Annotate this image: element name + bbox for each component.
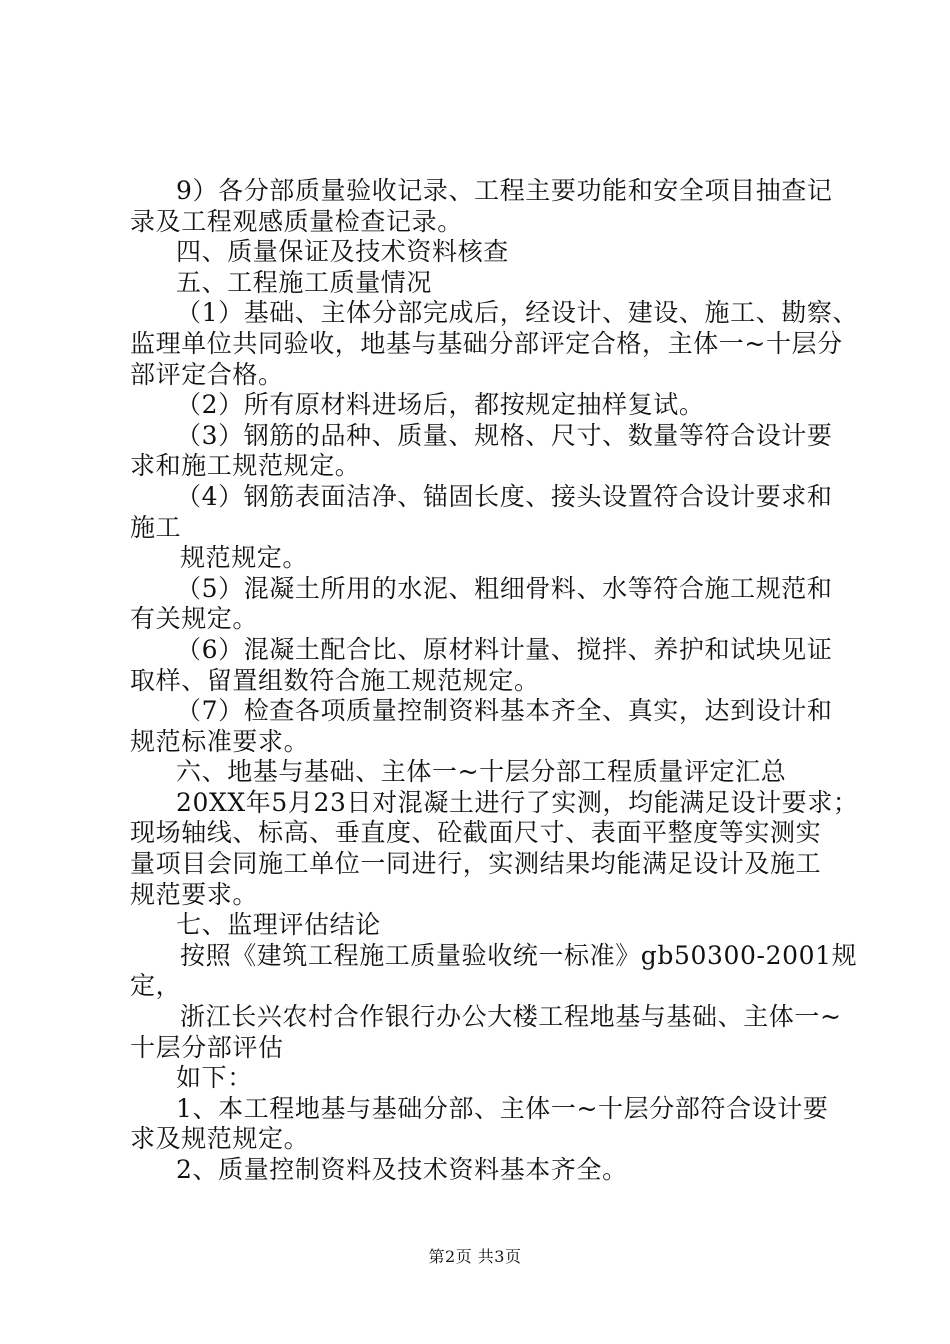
text-line: 录及工程观感质量检查记录。 — [130, 206, 463, 236]
text-line: （7）检查各项质量控制资料基本齐全、真实，达到设计和 — [176, 696, 833, 726]
text-line: 七、监理评估结论 — [176, 910, 381, 940]
text-line: 部评定合格。 — [130, 359, 284, 389]
text-line: 2、质量控制资料及技术资料基本齐全。 — [176, 1155, 628, 1184]
document-body — [130, 176, 859, 1186]
text-line: 量项目会同施工单位一同进行，实测结果均能满足设计及施工 — [130, 849, 822, 879]
text-line: 9）各分部质量验收记录、工程主要功能和安全项目抽查记 — [176, 176, 833, 205]
text-line: 五、工程施工质量情况 — [176, 267, 433, 297]
text-line: 按照《建筑工程施工质量验收统一标准》gb50300-2001规 — [180, 940, 858, 970]
text-line: 浙江长兴农村合作银行办公大楼工程地基与基础、主体一~ — [180, 1002, 842, 1032]
text-line: 定， — [130, 971, 182, 1001]
text-line: （3）钢筋的品种、质量、规格、尺寸、数量等符合设计要 — [176, 420, 833, 450]
text-line: （5）混凝土所用的水泥、粗细骨料、水等符合施工规范和 — [176, 573, 833, 603]
text-line: 取样、留置组数符合施工规范规定。 — [130, 665, 540, 695]
text-line: 四、质量保证及技术资料核查 — [176, 237, 509, 267]
text-line: 十层分部评估 — [130, 1032, 284, 1062]
text-line: 20XX年5月23日对混凝土进行了实测，均能满足设计要求； — [176, 787, 859, 817]
text-line: （1）基础、主体分部完成后，经设计、建设、施工、勘察、 — [176, 298, 859, 328]
text-line: （4）钢筋表面洁净、锚固长度、接头设置符合设计要求和 — [176, 481, 833, 511]
text-line: 求及规范规定。 — [130, 1124, 310, 1154]
text-line: 六、地基与基础、主体一~十层分部工程质量评定汇总 — [176, 757, 787, 787]
text-line: （6）混凝土配合比、原材料计量、搅拌、养护和试块见证 — [176, 634, 833, 664]
page-footer: 第2页 共3页 — [428, 1247, 522, 1266]
text-line: 规范标准要求。 — [130, 726, 310, 756]
text-line: 监理单位共同验收，地基与基础分部评定合格，主体一~十层分 — [130, 328, 843, 358]
text-line: 规范规定。 — [180, 543, 309, 573]
text-line: （2）所有原材料进场后，都按规定抽样复试。 — [176, 390, 705, 420]
text-line: 1、本工程地基与基础分部、主体一~十层分部符合设计要 — [176, 1093, 829, 1123]
text-line: 有关规定。 — [130, 604, 259, 634]
text-line: 求和施工规范规定。 — [130, 451, 361, 481]
text-line: 如下： — [176, 1063, 253, 1093]
text-line: 现场轴线、标高、垂直度、砼截面尺寸、表面平整度等实测实 — [130, 818, 822, 848]
text-line: 施工 — [130, 512, 182, 542]
text-line: 规范要求。 — [130, 879, 259, 909]
